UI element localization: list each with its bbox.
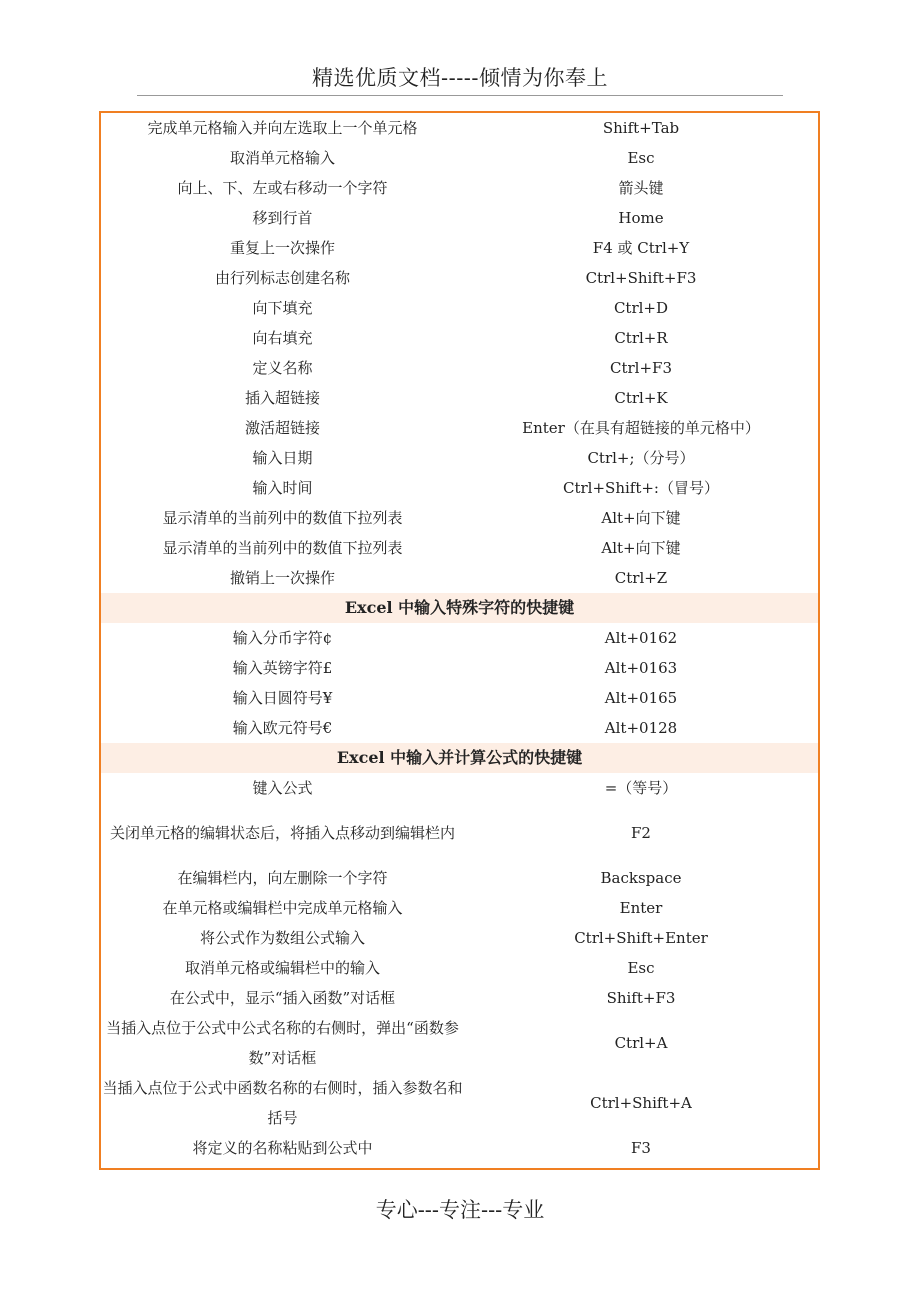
table-row — [101, 653, 818, 683]
shortcut-key: Alt+向下键 — [601, 509, 681, 527]
shortcut-key: Shift+Tab — [602, 119, 680, 137]
shortcut-description: 将公式作为数组公式输入 — [199, 929, 365, 947]
shortcut-description: 由行列标志创建名称 — [214, 269, 350, 287]
shortcut-key: Ctrl+K — [614, 389, 668, 407]
table-row — [101, 473, 818, 503]
shortcut-description: 输入时间 — [252, 479, 313, 497]
shortcut-key: Ctrl+Z — [614, 569, 668, 587]
shortcut-description: 向右填充 — [252, 329, 313, 347]
shortcut-description: 将定义的名称粘贴到公式中 — [192, 1139, 373, 1157]
shortcut-key: Ctrl+Shift+F3 — [585, 269, 697, 287]
shortcut-key: Alt+0128 — [604, 719, 678, 737]
table-row — [101, 113, 818, 143]
shortcut-description: 输入日圆符号¥ — [232, 689, 333, 707]
shortcut-description: 撤销上一次操作 — [229, 569, 335, 587]
shortcut-key: Alt+0163 — [604, 659, 678, 677]
shortcut-key: Alt+向下键 — [601, 539, 681, 557]
shortcut-key: Ctrl+;（分号） — [587, 449, 695, 467]
shortcut-key: Enter（在具有超链接的单元格中） — [522, 419, 760, 437]
table-row — [101, 1133, 818, 1163]
table-row — [101, 983, 818, 1013]
shortcut-description: 向下填充 — [252, 299, 313, 317]
table-row — [101, 443, 818, 473]
table-row — [101, 683, 818, 713]
shortcut-description: 完成单元格输入并向左选取上一个单元格 — [147, 119, 418, 137]
shortcut-description: 输入分币字符¢ — [232, 629, 333, 647]
shortcut-description: 取消单元格输入 — [229, 149, 335, 167]
shortcut-description: 定义名称 — [252, 359, 313, 377]
shortcut-description: 插入超链接 — [244, 389, 320, 407]
shortcut-key: F4 或 Ctrl+Y — [592, 239, 690, 257]
shortcut-description: 键入公式 — [252, 779, 313, 797]
shortcut-key: Enter — [619, 899, 663, 917]
shortcut-key: Esc — [627, 959, 655, 977]
shortcut-description: 当插入点位于公式中函数名称的右侧时，插入参数名和括号 — [102, 1079, 463, 1127]
section-header-row — [101, 743, 818, 773]
table-row — [101, 923, 818, 953]
header-divider — [137, 95, 783, 96]
shortcut-description: 向上、下、左或右移动一个字符 — [177, 179, 388, 197]
shortcut-key: Ctrl+A — [614, 1034, 668, 1052]
shortcut-key: Ctrl+Shift+Enter — [574, 929, 708, 947]
shortcut-description: 移到行首 — [252, 209, 313, 227]
table-row — [101, 143, 818, 173]
table-row — [101, 353, 818, 383]
table-row — [101, 803, 818, 863]
shortcut-key: Alt+0162 — [604, 629, 678, 647]
table-row — [101, 533, 818, 563]
shortcut-key: =（等号） — [604, 779, 678, 797]
table-row — [101, 203, 818, 233]
table-row — [101, 413, 818, 443]
shortcut-key: 箭头键 — [618, 179, 664, 197]
shortcut-description: 显示清单的当前列中的数值下拉列表 — [162, 509, 403, 527]
table-row — [101, 233, 818, 263]
shortcut-key: Ctrl+Shift+A — [590, 1094, 692, 1112]
shortcut-key: Alt+0165 — [604, 689, 678, 707]
shortcut-table — [101, 113, 818, 1163]
shortcut-description: 在单元格或编辑栏中完成单元格输入 — [162, 899, 403, 917]
shortcut-key: F2 — [631, 824, 651, 842]
shortcut-description: 关闭单元格的编辑状态后，将插入点移动到编辑栏内 — [109, 824, 455, 842]
page-footer: 专心---专注---专业 — [375, 1198, 545, 1222]
section-title: Excel 中输入并计算公式的快捷键 — [101, 743, 818, 773]
table-row — [101, 503, 818, 533]
table-row — [101, 623, 818, 653]
shortcut-table-frame — [99, 111, 820, 1170]
shortcut-description: 输入日期 — [252, 449, 313, 467]
shortcut-description: 输入英镑字符£ — [232, 659, 333, 677]
shortcut-description: 在公式中，显示“插入函数”对话框 — [169, 989, 396, 1007]
table-row — [101, 173, 818, 203]
table-row — [101, 953, 818, 983]
table-row — [101, 773, 818, 803]
shortcut-key: Ctrl+F3 — [610, 359, 672, 377]
shortcut-description: 激活超链接 — [244, 419, 320, 437]
table-row — [101, 563, 818, 593]
shortcut-description: 当插入点位于公式中公式名称的右侧时，弹出“函数参数”对话框 — [106, 1019, 459, 1067]
section-title: Excel 中输入特殊字符的快捷键 — [101, 593, 818, 623]
table-row — [101, 1073, 818, 1133]
table-row — [101, 1013, 818, 1073]
shortcut-description: 取消单元格或编辑栏中的输入 — [184, 959, 380, 977]
table-row — [101, 383, 818, 413]
table-row — [101, 863, 818, 893]
shortcut-description: 重复上一次操作 — [229, 239, 335, 257]
shortcut-description: 显示清单的当前列中的数值下拉列表 — [162, 539, 403, 557]
shortcut-description: 输入欧元符号€ — [232, 719, 333, 737]
shortcut-key: Home — [618, 209, 664, 227]
shortcut-description: 在编辑栏内，向左删除一个字符 — [177, 869, 388, 887]
section-header-row — [101, 593, 818, 623]
shortcut-key: F3 — [631, 1139, 651, 1157]
page-header: 精选优质文档-----倾情为你奉上 — [312, 66, 608, 90]
shortcut-key: Ctrl+Shift+:（冒号） — [563, 479, 719, 497]
table-row — [101, 323, 818, 353]
shortcut-key: Ctrl+D — [613, 299, 669, 317]
shortcut-key: Ctrl+R — [614, 329, 668, 347]
table-row — [101, 713, 818, 743]
shortcut-key: Esc — [627, 149, 655, 167]
table-row — [101, 263, 818, 293]
table-row — [101, 893, 818, 923]
shortcut-key: Shift+F3 — [606, 989, 676, 1007]
table-row — [101, 293, 818, 323]
shortcut-key: Backspace — [600, 869, 682, 887]
